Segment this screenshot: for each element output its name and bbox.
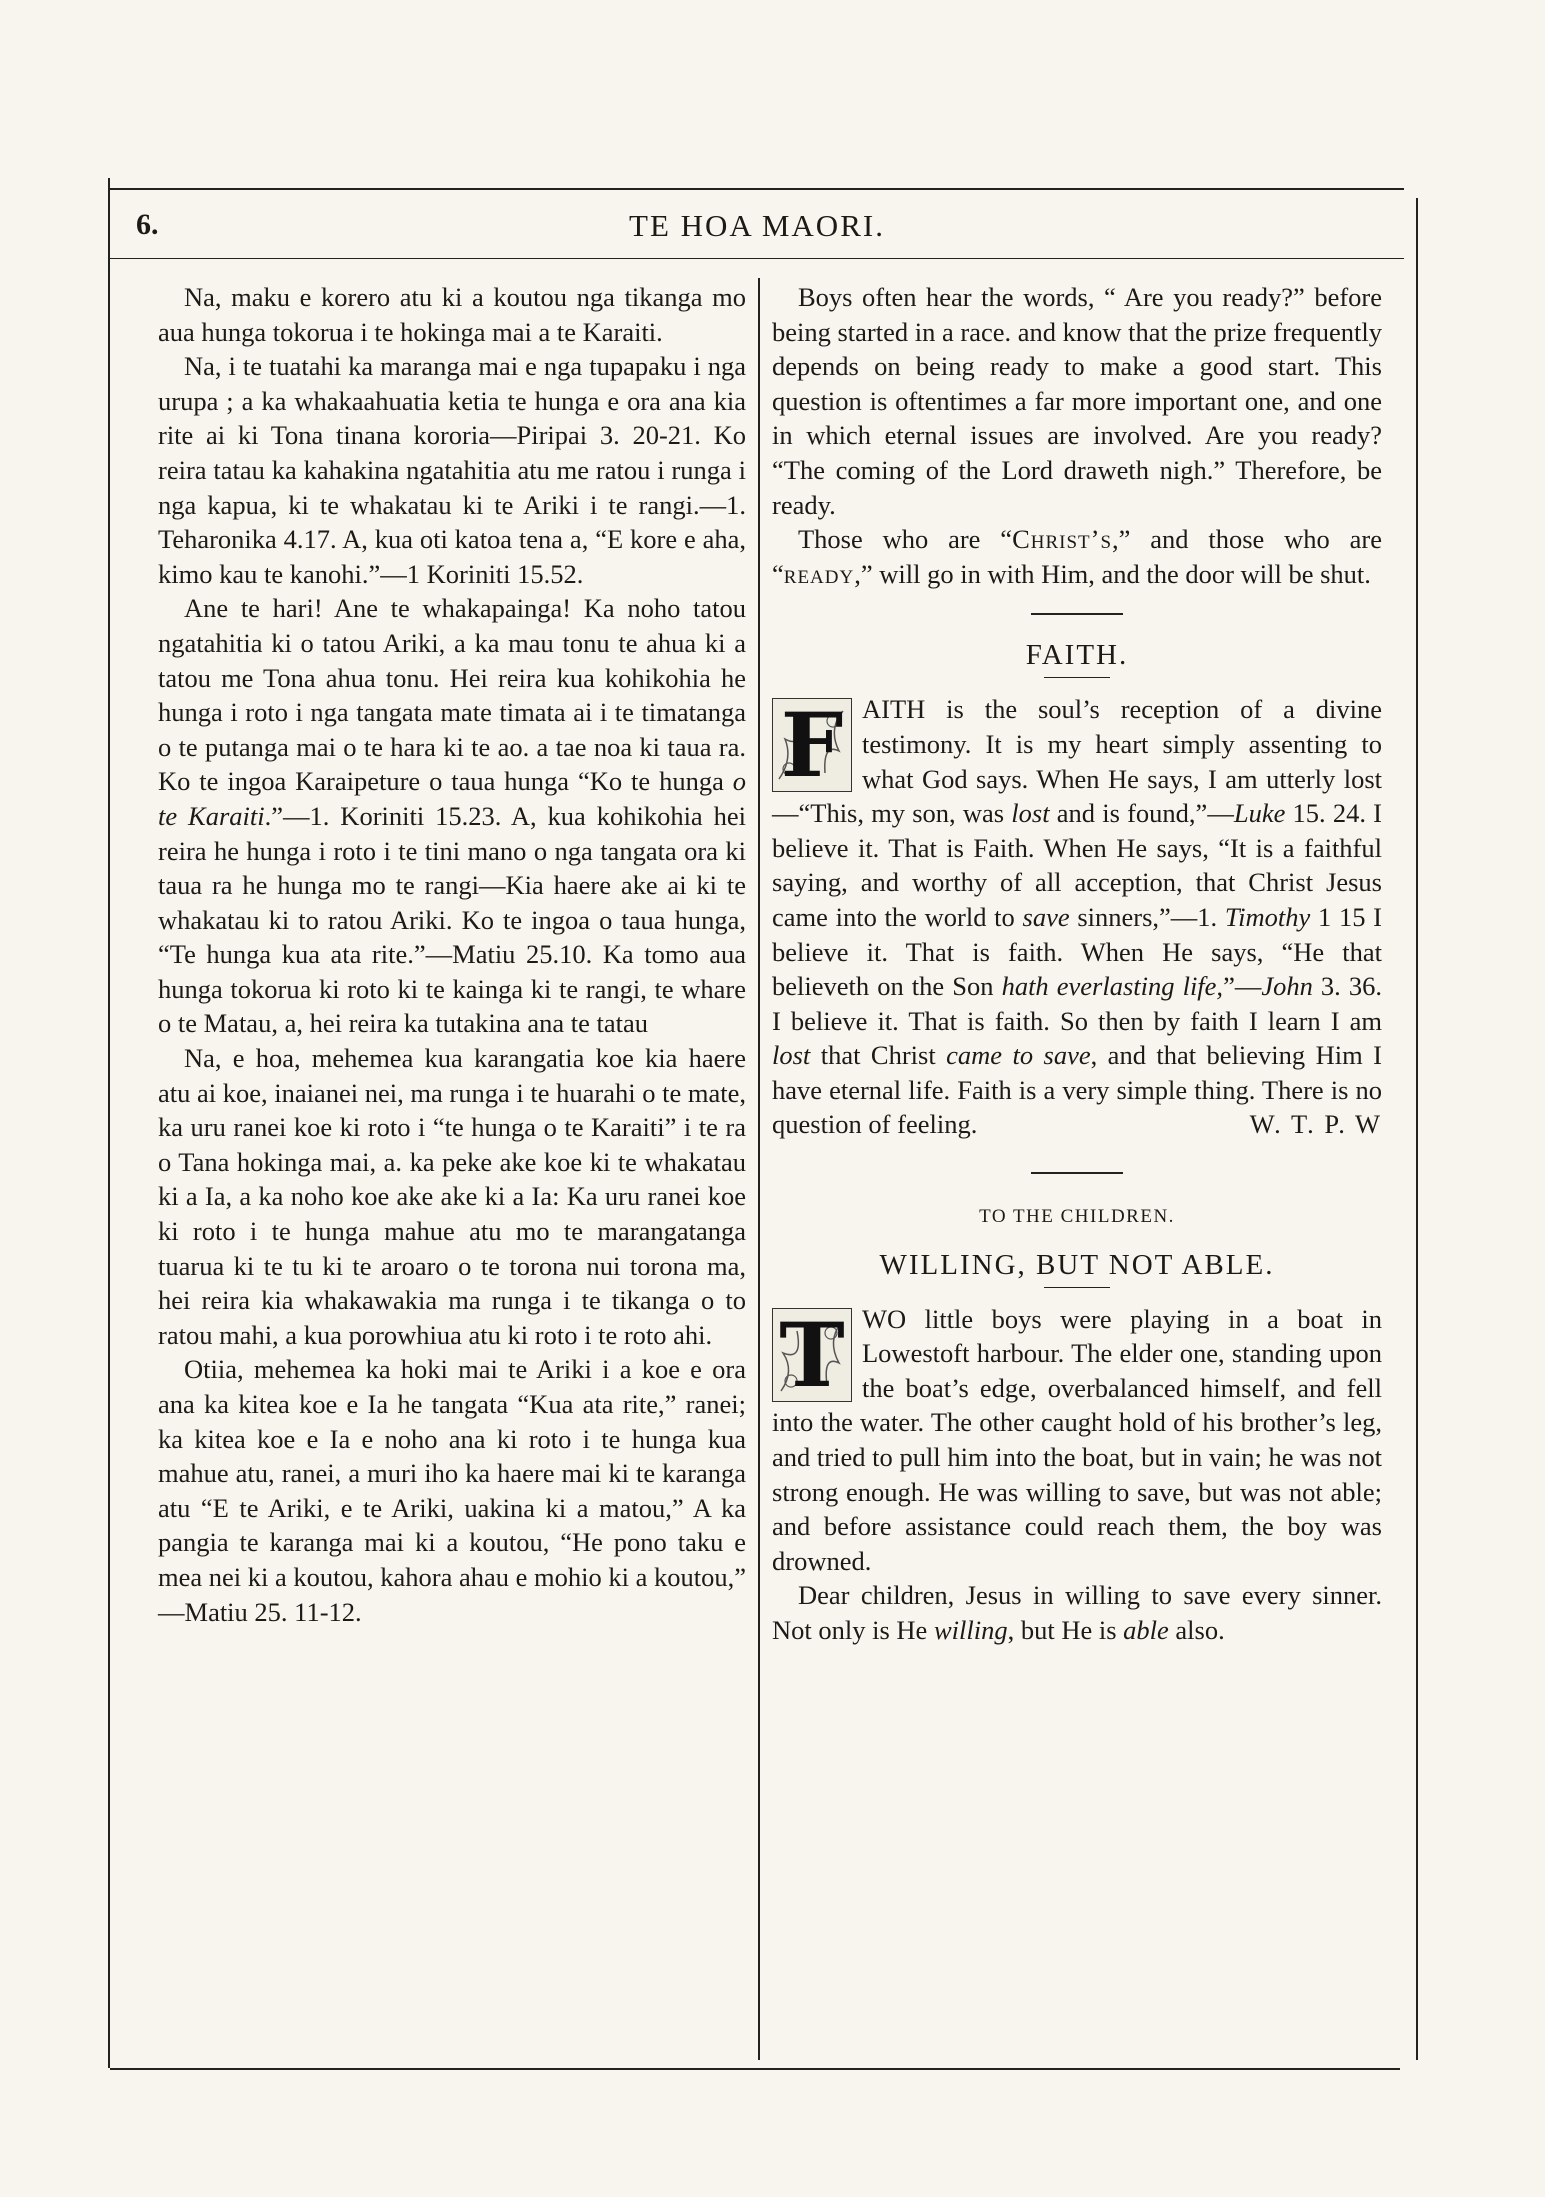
faith-text-a: AITH is the soul’s reception of a divine testimony. It is my heart simply assenting to what God says. When He says, I am utterly lost—“This, my son, was	[772, 694, 1382, 829]
christs-smallcaps: Christ’s	[1012, 524, 1113, 555]
faith-text-g: 3. 36. I believe it. That is faith. So then by faith I learn I am	[772, 971, 1382, 1036]
left-paragraph-3-italic: o te Karaiti	[158, 766, 746, 831]
faith-text-c: 15. 24. I believe it. That is Faith. When He says, “It is a faithful saying, and worthy of all acception, that Christ Jesus came into the world to	[772, 798, 1382, 932]
right-paragraph-1: Boys often hear the words, “ Are you ready?” before being started in a race. and know that the prize frequently depends on being ready to make a good start. This question is oftentimes a far more important one, and one in which eternal issues are involved. Are you ready? “The coming of the Lord draweth nigh.” Therefore, be ready.	[772, 282, 1382, 520]
willing-article	[772, 1302, 1382, 1648]
right-border-rule	[1416, 198, 1418, 2060]
willing-word: willing	[933, 1615, 1008, 1645]
page-number: 6.	[136, 208, 159, 241]
right-paragraph-2	[772, 522, 1382, 591]
newspaper-page	[108, 178, 1404, 2068]
faith-text-h: that Christ	[810, 1040, 947, 1071]
faith-title-underline	[1044, 677, 1110, 678]
right-paragraph-2-text-c: ,” will go in with Him, and the door will be shut.	[854, 558, 1371, 589]
faith-john: John	[1261, 971, 1313, 1002]
right-paragraph-2-text-b: ,” and those who are “	[772, 524, 1382, 589]
faith-timothy: Timothy	[1224, 901, 1311, 932]
faith-paragraph	[772, 692, 1382, 1142]
willing-dropcap-letter: T	[779, 1302, 845, 1407]
section-separator-2	[1031, 1172, 1123, 1174]
able-word: able	[1123, 1615, 1169, 1645]
faith-text-f: ”—	[1223, 971, 1262, 1002]
willing-title-underline	[1044, 1287, 1110, 1288]
willing-p2-text-c: also.	[1168, 1615, 1225, 1645]
faith-everlasting: hath everlasting life,	[1001, 971, 1224, 1002]
journal-title: TE HOA MAORI.	[629, 208, 885, 243]
willing-paragraph-1: WO little boys were playing in a boat in Lowestoft harbour. The elder one, standing upon the boat’s edge, overbalanced himself, and fell into the water. The other caught hold of his brother’s leg, and tried to pull him into the boat, but in vain; he was not strong enough. He was willing to save, but was not able; and before assistance could reach them, the boy was drowned.	[772, 1303, 1382, 1576]
faith-text-b: and is found,”—	[1049, 798, 1234, 829]
willing-title: WILLING, BUT NOT ABLE.	[879, 1248, 1275, 1281]
faith-signature: W. T. P. W	[1249, 1109, 1382, 1140]
faith-lost-1: lost	[1011, 798, 1050, 829]
left-paragraph-3	[158, 591, 746, 1041]
faith-text-d: sinners,”—1.	[1069, 901, 1225, 932]
faith-luke: Luke	[1233, 798, 1286, 829]
left-column	[158, 280, 746, 1629]
willing-p2-text-a: Dear children, Jesus in willing to save every sinner. Not only is He	[772, 1580, 1382, 1645]
left-paragraph-3-text-a: Ane te hari! Ane te whakapainga! Ka noho tatou ngatahitia ki o tatou Ariki, a ka mau tonu te ahua ki a tatou me Tona ahua tonu. Hei reira kua kohikohia he hunga i roto i nga tangata mate timata ai i te timatanga o te putanga mai o te hara ki te ao. a tae noa ki taua ra. Ko te ingoa Karaipeture o taua hunga “Ko te hunga	[158, 593, 746, 797]
faith-dropcap	[772, 693, 852, 798]
column-divider	[758, 278, 760, 2060]
left-paragraph-3-text-b: .”—1. Koriniti 15.23. A, kua kohikohia hei reira he hunga i roto i te tini mano o nga tangata ora ki taua ra he hunga mo te rangi—Kia haere ake ai ki te whakatau ki to ratou Ariki. Ko te ingoa o taua hunga, “Te hunga kua ata rite.”—Matiu 25.10. Ka tomo aua hunga tokorua ki roto ki te kainga ki te rangi, te whare o te Matau, a, hei reira ka tutakina ana te tatau	[158, 800, 746, 1039]
header-rule	[110, 258, 1404, 259]
left-paragraph-1: Na, maku e korero atu ki a koutou nga tikanga mo aua hunga tokorua i te hokinga mai a te Karaiti.	[158, 282, 746, 347]
top-rule	[110, 188, 1404, 190]
left-paragraph-5: Otiia, mehemea ka hoki mai te Ariki i a koe e ora ana ka kitea koe e Ia he tangata “Kua ata rite,” ranei; ka kitea koe e Ia e noho ana ki roto i te hunga kua mahue atu, ranei, a muri iho ka haere mai ki te karanga atu “E te Ariki, e te Ariki, uakina ki a matou,” A ka pangia te karanga mai ki a koutou, “He pono taku e mea nei ki a koutou, kahora ahau e mohio ki a koutou,” —Matiu 25. 11-12.	[158, 1354, 746, 1627]
willing-p2-text-b: , but He is	[1007, 1615, 1124, 1645]
faith-lost-2: lost	[772, 1040, 811, 1071]
willing-dropcap	[772, 1302, 852, 1407]
left-paragraph-2: Na, i te tuatahi ka maranga mai e nga tupapaku i nga urupa ; a ka whakaahuatia ketia te hunga e ora ana kia rite ai ki Tona tinana kororia—Piripai 3. 20-21. Ko reira tatau ka kahakina ngatahitia atu me ratou i runga i nga kapua, ki te whakatau ki te Ariki i te rangi.—1. Teharonika 4.17. A, kua oti katoa tena a, “E kore e aha, kimo kau te kanohi.”—1 Koriniti 15.52.	[158, 351, 746, 589]
children-subtitle: TO THE CHILDREN.	[979, 1206, 1175, 1228]
right-paragraph-2-text-a: Those who are “	[798, 524, 1013, 555]
willing-paragraph-2	[772, 1578, 1382, 1647]
faith-title: FAITH.	[1025, 639, 1129, 672]
faith-save: save	[1022, 901, 1070, 932]
faith-came-to-save: came to save	[946, 1040, 1091, 1071]
faith-text-i: , and that believing Him I have eternal life. Faith is a very simple thing. There is no question of feeling.	[772, 1040, 1382, 1140]
faith-text-e: 1 15 I believe it. That is faith. When He says, “He that believeth on the Son	[772, 901, 1382, 1002]
bottom-rule	[110, 2068, 1400, 2070]
section-separator-1	[1031, 613, 1123, 615]
faith-article	[772, 692, 1382, 1142]
right-column	[772, 280, 1382, 1648]
faith-dropcap-letter: F	[780, 693, 844, 798]
left-paragraph-4: Na, e hoa, mehemea kua karangatia koe kia haere atu ai koe, inaianei nei, ma runga i te huarahi o te mate, ka uru ranei koe ki roto i “te hunga o te Karaiti” i te ra o Tana hokinga mai, a. ka peke ake koe ki te whakatau ki a Ia, a ka noho koe ake ake ki a Ia: Ka uru ranei koe ki roto i te hunga mahue atu mo te marangatanga tuarua ki te tu ki te aroaro o te torona nui torona ma, hei reira kia whakawakia ma runga i te tikanga o to ratou mahi, a kua porowhiua atu ki roto i te roto ahi.	[158, 1043, 746, 1350]
ready-smallcaps: ready	[783, 558, 855, 589]
page-header	[110, 200, 1404, 252]
